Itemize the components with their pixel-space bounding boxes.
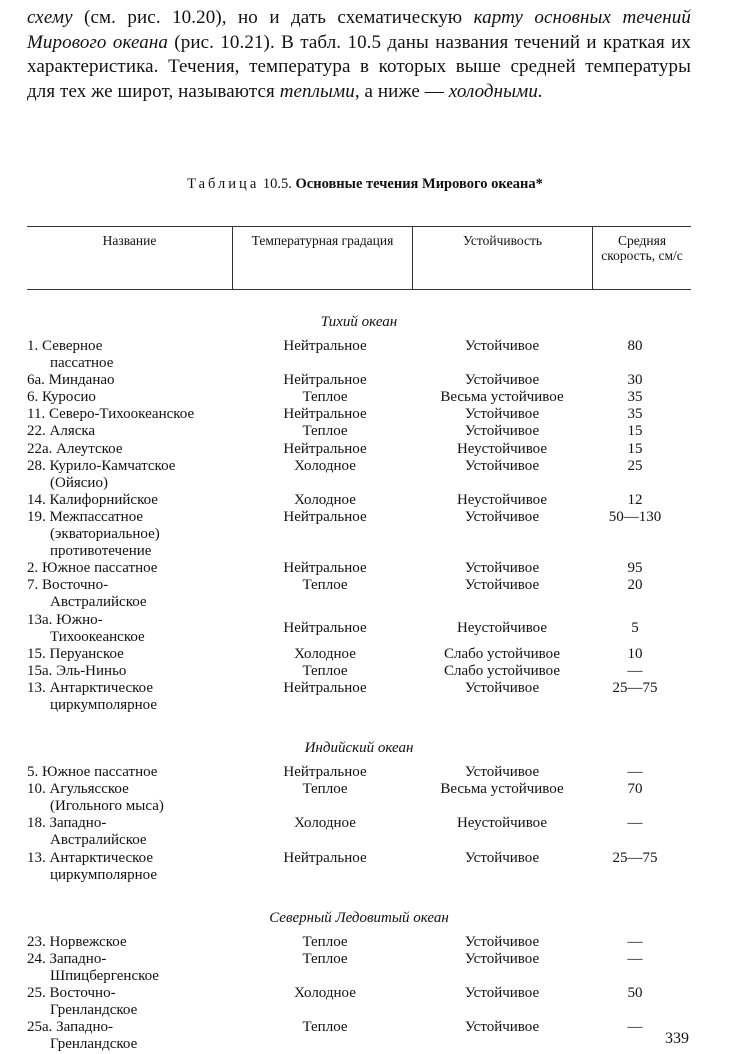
speed-cell: 10 (627, 645, 643, 662)
current-name (27, 338, 257, 372)
current-name (27, 951, 257, 985)
stability-cell: Неустойчивое (456, 440, 548, 457)
stability-cell: Устойчивое (464, 764, 540, 781)
current-name-line: 18. Западно- (27, 815, 107, 832)
current-name-line: Тихоокеанское (50, 628, 145, 645)
caption-label: Таблица (187, 176, 260, 192)
current-name-line: 13а. Южно- (27, 611, 103, 628)
section-title: Индийский океан (304, 740, 414, 757)
table-row (27, 764, 691, 781)
current-name-line: 13. Антарктическое (27, 679, 154, 696)
current-name-line: 24. Западно- (27, 950, 107, 967)
current-name (27, 781, 257, 815)
current-name-line: 15а. Эль-Ниньо (27, 662, 127, 679)
temperature-cell: Нейтральное (283, 372, 367, 389)
current-name (27, 577, 257, 611)
current-name-line: Шпицбергенское (50, 967, 159, 984)
current-name (27, 663, 257, 680)
current-name (27, 389, 257, 406)
speed-cell: 50—130 (608, 508, 662, 525)
current-name (27, 492, 257, 509)
table-row (27, 663, 691, 680)
speed-cell: 35 (627, 406, 643, 423)
table-row (27, 1019, 691, 1053)
table-body (27, 313, 691, 1053)
table-row (27, 850, 691, 884)
section-title: Тихий океан (320, 314, 398, 330)
speed-cell: 50 (627, 985, 643, 1001)
temperature-cell: Холодное (294, 491, 356, 508)
temperature-cell: Теплое (302, 662, 348, 679)
header-name: Название (27, 227, 233, 289)
current-name-line: циркумполярное (50, 866, 158, 883)
stability-cell: Устойчивое (464, 372, 540, 389)
table-row (27, 815, 691, 849)
current-name-line: Австралийское (50, 832, 147, 849)
current-name (27, 372, 257, 389)
temperature-cell: Холодное (294, 457, 356, 474)
current-name-line: 23. Норвежское (27, 933, 127, 950)
table-header (27, 226, 691, 290)
header-stability: Устойчивость (413, 227, 593, 289)
current-name-line: 10. Агульясское (27, 781, 129, 798)
table-row (27, 560, 691, 577)
current-name (27, 985, 257, 1019)
table-row (27, 338, 691, 372)
speed-cell: — (627, 764, 643, 781)
temperature-cell: Нейтральное (283, 508, 367, 525)
current-name (27, 406, 257, 423)
table-row (27, 406, 691, 423)
speed-cell: 15 (627, 440, 643, 457)
current-name-line: циркумполярное (50, 696, 158, 713)
table-row (27, 934, 691, 951)
table-row (27, 577, 691, 611)
current-name-line: 22а. Алеутское (27, 440, 123, 457)
speed-cell: 80 (627, 338, 643, 354)
temperature-cell: Теплое (302, 577, 348, 594)
stability-cell: Устойчивое (464, 457, 540, 474)
table-row (27, 492, 691, 509)
table-row (27, 612, 691, 646)
current-name (27, 458, 257, 492)
current-name (27, 764, 257, 781)
temperature-cell: Нейтральное (283, 619, 367, 636)
intro-italic: теплыми (279, 80, 355, 102)
stability-cell: Устойчивое (464, 560, 540, 577)
intro-text: , а ниже — (354, 80, 449, 102)
current-name (27, 680, 257, 714)
current-name-line: 7. Восточно- (27, 577, 109, 594)
caption-title: Основные течения Мирового океана* (295, 176, 543, 192)
current-name (27, 1019, 257, 1053)
current-name (27, 815, 257, 849)
current-name (27, 934, 257, 951)
current-name-line: (Игольного мыса) (50, 798, 164, 815)
speed-cell: 15 (627, 423, 643, 440)
stability-cell: Устойчивое (464, 933, 540, 950)
stability-cell: Устойчивое (464, 338, 540, 354)
current-name-line: 6а. Минданао (27, 372, 115, 389)
caption-number: 10.5. (259, 176, 296, 192)
table-row (27, 389, 691, 406)
current-name (27, 646, 257, 663)
temperature-cell: Теплое (302, 933, 348, 950)
current-name-line: 19. Межпассатное (27, 508, 144, 525)
stability-cell: Устойчивое (464, 849, 540, 866)
current-name-line: Австралийское (50, 594, 147, 611)
temperature-cell: Нейтральное (283, 338, 367, 354)
stability-cell: Устойчивое (464, 577, 540, 594)
speed-cell: 35 (627, 389, 643, 406)
speed-cell: 95 (627, 560, 643, 577)
intro-italic: схему (27, 7, 73, 28)
intro-italic: холодными. (448, 80, 543, 102)
temperature-cell: Нейтральное (283, 849, 367, 866)
speed-cell: — (627, 950, 643, 967)
speed-cell: 25—75 (612, 849, 658, 866)
temperature-cell: Холодное (294, 645, 356, 662)
current-name-line: 15. Перуанское (27, 645, 124, 662)
current-name (27, 441, 257, 458)
current-name-line: 5. Южное пассатное (27, 764, 158, 781)
current-name-line: 6. Куросио (27, 389, 96, 406)
speed-cell: — (627, 933, 643, 950)
stability-cell: Весьма устойчивое (440, 781, 564, 798)
section-title: Северный Ледовитый океан (269, 909, 449, 926)
current-name (27, 612, 257, 646)
stability-cell: Слабо устойчивое (444, 662, 560, 679)
speed-cell: — (627, 815, 643, 832)
current-name-line: Гренландское (50, 1036, 138, 1053)
temperature-cell: Теплое (302, 781, 348, 798)
temperature-cell: Теплое (302, 389, 348, 406)
stability-cell: Устойчивое (464, 985, 540, 1001)
current-name-line: 1. Северное (27, 338, 103, 354)
table-row (27, 646, 691, 663)
intro-text: (см. рис. 10.20), но и дать схематическую (72, 7, 474, 28)
stability-cell: Неустойчивое (456, 491, 548, 508)
current-name-line: 28. Курило-Камчатское (27, 457, 176, 474)
speed-cell: 70 (627, 781, 643, 798)
current-name-line: 11. Северо-Тихоокеанское (27, 406, 195, 423)
current-name (27, 509, 257, 560)
current-name-line: 2. Южное пассатное (27, 560, 158, 577)
stability-cell: Устойчивое (464, 406, 540, 423)
stability-cell: Весьма устойчивое (440, 389, 564, 406)
temperature-cell: Нейтральное (283, 440, 367, 457)
current-name (27, 560, 257, 577)
speed-cell: — (627, 1019, 643, 1036)
header-speed: Средняя скорость, см/с (601, 233, 683, 263)
current-name-line: 14. Калифорнийское (27, 491, 158, 508)
speed-cell: 25—75 (612, 679, 658, 696)
temperature-cell: Теплое (302, 950, 348, 967)
speed-cell: 25 (627, 457, 643, 474)
temperature-cell: Теплое (302, 423, 348, 440)
current-name (27, 850, 257, 884)
current-name-line: пассатное (50, 355, 114, 372)
table-caption (0, 176, 730, 193)
header-temperature: Температурная градация (233, 227, 413, 289)
intro-italic: карту основных течений Мирового океана (27, 7, 691, 53)
current-name-line: 22. Аляска (27, 423, 96, 440)
temperature-cell: Нейтральное (283, 560, 367, 577)
current-name-line: 13. Антарктическое (27, 849, 154, 866)
speed-cell: 12 (627, 491, 643, 508)
current-name-line: (экваториальное) (50, 526, 160, 543)
stability-cell: Устойчивое (464, 679, 540, 696)
speed-cell: 30 (627, 372, 643, 389)
intro-text: (рис. 10.21). В табл. 10.5 даны названия течений и краткая их характеристика. Течения, температура в которых выше средней температуры для тех же широт, называются (27, 31, 691, 102)
temperature-cell: Теплое (302, 1019, 348, 1036)
current-name-line: 25а. Западно- (27, 1019, 113, 1036)
stability-cell: Устойчивое (464, 508, 540, 525)
current-name-line: Гренландское (50, 1002, 138, 1019)
speed-cell: — (627, 662, 643, 679)
temperature-cell: Нейтральное (283, 679, 367, 696)
table-row (27, 781, 691, 815)
table-row (27, 509, 691, 560)
table-row (27, 458, 691, 492)
current-name-line: 25. Восточно- (27, 985, 116, 1001)
temperature-cell: Нейтральное (283, 406, 367, 423)
intro-paragraph (27, 6, 691, 104)
stability-cell: Неустойчивое (456, 815, 548, 832)
page-number: 339 (665, 1030, 689, 1047)
speed-cell: 5 (631, 619, 639, 636)
stability-cell: Устойчивое (464, 1019, 540, 1036)
current-name-line: (Ойясио) (50, 474, 108, 491)
current-name (27, 423, 257, 440)
stability-cell: Устойчивое (464, 423, 540, 440)
stability-cell: Слабо устойчивое (444, 645, 560, 662)
table-row (27, 680, 691, 714)
table-row (27, 372, 691, 389)
table-row (27, 985, 691, 1019)
table-row (27, 423, 691, 440)
current-name-line: противотечение (50, 543, 152, 560)
table-row (27, 441, 691, 458)
stability-cell: Неустойчивое (456, 619, 548, 636)
temperature-cell: Нейтральное (283, 764, 367, 781)
table-row (27, 951, 691, 985)
temperature-cell: Холодное (294, 985, 356, 1001)
temperature-cell: Холодное (294, 815, 356, 832)
speed-cell: 20 (627, 577, 643, 594)
stability-cell: Устойчивое (464, 950, 540, 967)
